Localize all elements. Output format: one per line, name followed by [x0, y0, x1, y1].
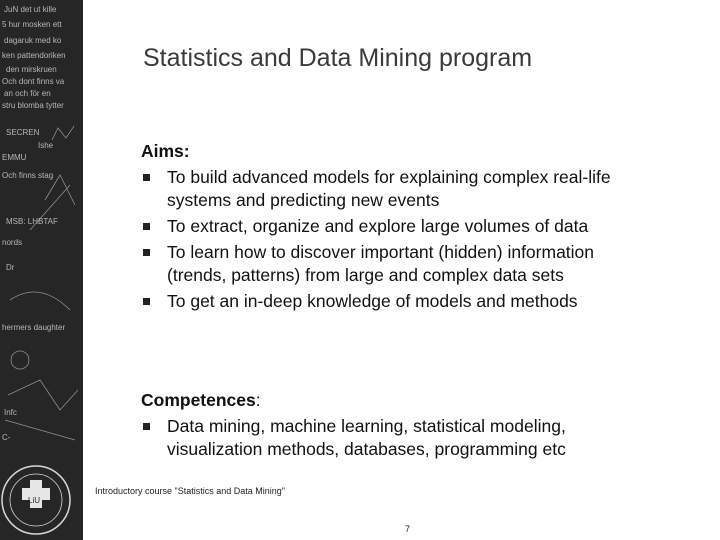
- scribble-text: MSB: LHBTAF: [6, 217, 58, 226]
- scribble-text: Ishe: [38, 141, 54, 150]
- page-number: 7: [405, 524, 411, 534]
- competences-heading-label: Competences: [141, 390, 256, 410]
- competences-list: [141, 415, 711, 461]
- aims-list: [141, 166, 711, 313]
- list-item: [141, 215, 711, 238]
- scribble-text: Dr: [6, 263, 15, 272]
- list-item: [141, 415, 711, 461]
- aims-section: [141, 140, 711, 313]
- square-bullet-icon: [143, 423, 150, 430]
- scribble-text: hermers daughter: [2, 323, 66, 332]
- slide-title: Statistics and Data Mining program: [143, 44, 533, 72]
- scribble-text: stru blomba tytter: [2, 101, 64, 110]
- scribble-text: an och för en: [4, 89, 51, 98]
- scribble-text: Och finns stag: [2, 171, 54, 180]
- aims-heading: Aims:: [141, 141, 190, 161]
- competences-heading-colon: :: [255, 390, 261, 410]
- scribble-text: Och dont finns va: [2, 77, 65, 86]
- scribble-text: Infc: [4, 408, 17, 417]
- competences-heading: [141, 389, 711, 412]
- university-seal-logo: [2, 466, 70, 534]
- scribble-text: C-: [2, 433, 11, 442]
- list-item-text: To extract, organize and explore large volumes of data: [167, 216, 589, 236]
- scribble-text: JuN det ut kille: [4, 5, 57, 14]
- scribble-text: den mirskruen: [6, 65, 57, 74]
- list-item: [141, 166, 711, 212]
- list-item-text: visualization methods, databases, programming etc: [167, 439, 566, 459]
- list-item: [141, 290, 711, 313]
- scribble-text: 5 hur mosken ett: [2, 20, 62, 29]
- square-bullet-icon: [143, 174, 150, 181]
- square-bullet-icon: [143, 223, 150, 230]
- list-item-text: (trends, patterns) from large and complex data sets: [167, 265, 564, 285]
- list-item-text: systems and predicting new events: [167, 190, 440, 210]
- competences-section: [141, 389, 711, 461]
- list-item-text: To get an in-deep knowledge of models and methods: [167, 291, 578, 311]
- list-item: [141, 241, 711, 287]
- square-bullet-icon: [143, 249, 150, 256]
- scribble-text: nords: [2, 238, 23, 247]
- scribble-text: SECREN: [6, 128, 40, 137]
- handwriting-decoration: [0, 0, 83, 540]
- logo-text: LiU: [28, 496, 41, 505]
- scribble-text: dagaruk med ko: [4, 36, 62, 45]
- footer-course-name: Introductory course "Statistics and Data Mining": [95, 486, 285, 496]
- list-item-text: To build advanced models for explaining complex real-life: [167, 167, 611, 187]
- list-item-text: Data mining, machine learning, statistical modeling,: [167, 416, 566, 436]
- scribble-text: ken pattendoriken: [2, 51, 66, 60]
- sidebar-decoration: [0, 0, 83, 540]
- square-bullet-icon: [143, 298, 150, 305]
- list-item-text: To learn how to discover important (hidden) information: [167, 242, 595, 262]
- scribble-text: EMMU: [2, 153, 27, 162]
